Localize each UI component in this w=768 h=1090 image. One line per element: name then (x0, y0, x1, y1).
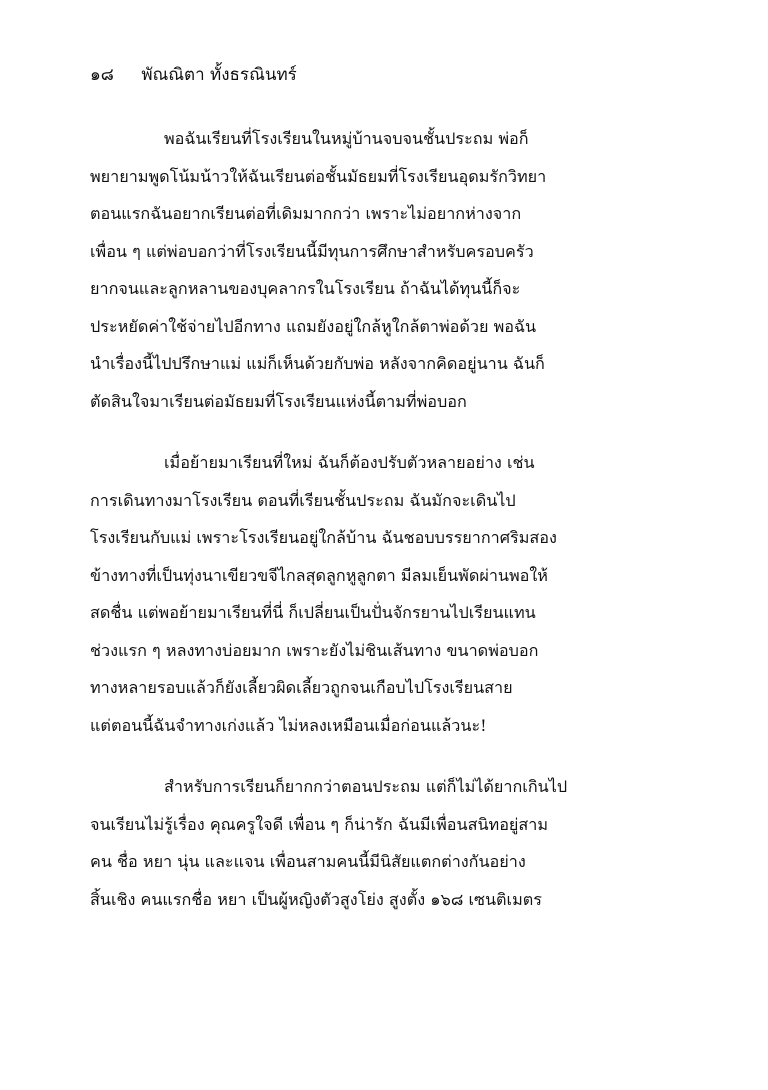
text-line: สดชื่น แต่พอย้ายมาเรียนที่นี่ ก็เปลี่ยนเป็นปั่นจักรยานไปเรียนแทน (90, 603, 536, 622)
text-line: พอฉันเรียนที่โรงเรียนในหมู่บ้านจบจนชั้นประถม พ่อก็ (164, 129, 529, 148)
text-line: เพื่อน ๆ แต่พ่อบอกว่าที่โรงเรียนนี้มีทุนการศึกษาสำหรับครอบครัว (90, 241, 534, 261)
text-line: โรงเรียนกับแม่ เพราะโรงเรียนอยู่ใกล้บ้าน ฉันชอบบรรยากาศริมสอง (90, 528, 557, 547)
paragraph-2 (90, 444, 700, 744)
text-line: ช่วงแรก ๆ หลงทางบ่อยมาก เพราะยังไม่ชินเส้นทาง ขนาดพ่อบอก (90, 640, 539, 660)
text-line: ประหยัดค่าใช้จ่ายไปอีกทาง แถมยังอยู่ใกล้หูใกล้ตาพ่อด้วย พอฉัน (90, 316, 537, 336)
text-line: เมื่อย้ายมาเรียนที่ใหม่ ฉันก็ต้องปรับตัวหลายอย่าง เช่น (164, 453, 535, 472)
page-number: ๑๘ (90, 65, 114, 85)
page-body (90, 120, 700, 918)
text-line: แต่ตอนนี้ฉันจำทางเก่งแล้ว ไม่หลงเหมือนเมื่อก่อนแล้วนะ! (90, 715, 487, 735)
text-line: ทางหลายรอบแล้วก็ยังเลี้ยวผิดเลี้ยวถูกจนเกือบไปโรงเรียนสาย (90, 678, 513, 697)
text-line: ยากจนและลูกหลานของบุคลากรในโรงเรียน ถ้าฉันได้ทุนนี้ก็จะ (90, 279, 521, 298)
text-line: คน ชื่อ หยา นุ่น และแจน เพื่อนสามคนนี้มีนิสัยแตกต่างกันอย่าง (90, 852, 526, 871)
author-name: พัณณิตา ทั้งธรณินทร์ (141, 65, 297, 85)
text-line: จนเรียนไม่รู้เรื่อง คุณครูใจดี เพื่อน ๆ ก็น่ารัก ฉันมีเพื่อนสนิทอยู่สาม (90, 814, 549, 834)
text-line: การเดินทางมาโรงเรียน ตอนที่เรียนชั้นประถม ฉันมักจะเดินไป (90, 490, 516, 510)
text-line: นำเรื่องนี้ไปปรึกษาแม่ แม่ก็เห็นด้วยกับพ่อ หลังจากคิดอยู่นาน ฉันก็ (90, 354, 545, 373)
text-line: พยายามพูดโน้มน้าวให้ฉันเรียนต่อชั้นมัธยมที่โรงเรียนอุดมรักวิทยา (90, 166, 547, 186)
page-header (90, 60, 297, 90)
paragraph-3 (90, 768, 700, 918)
text-line: ข้างทางที่เป็นทุ่งนาเขียวขจีไกลสุดลูกหูลูกตา มีลมเย็นพัดผ่านพอให้ (90, 565, 548, 585)
paragraph-1 (90, 120, 700, 420)
text-line: ตัดสินใจมาเรียนต่อมัธยมที่โรงเรียนแห่งนี้ตามที่พ่อบอก (90, 391, 467, 411)
text-line: สิ้นเชิง คนแรกชื่อ หยา เป็นผู้หญิงตัวสูงโย่ง สูงตั้ง ๑๖๘ เซนติเมตร (90, 889, 542, 909)
text-line: สำหรับการเรียนก็ยากกว่าตอนประถม แต่ก็ไม่ได้ยากเกินไป (164, 777, 568, 796)
text-line: ตอนแรกฉันอยากเรียนต่อที่เดิมมากกว่า เพราะไม่อยากห่างจาก (90, 204, 522, 223)
